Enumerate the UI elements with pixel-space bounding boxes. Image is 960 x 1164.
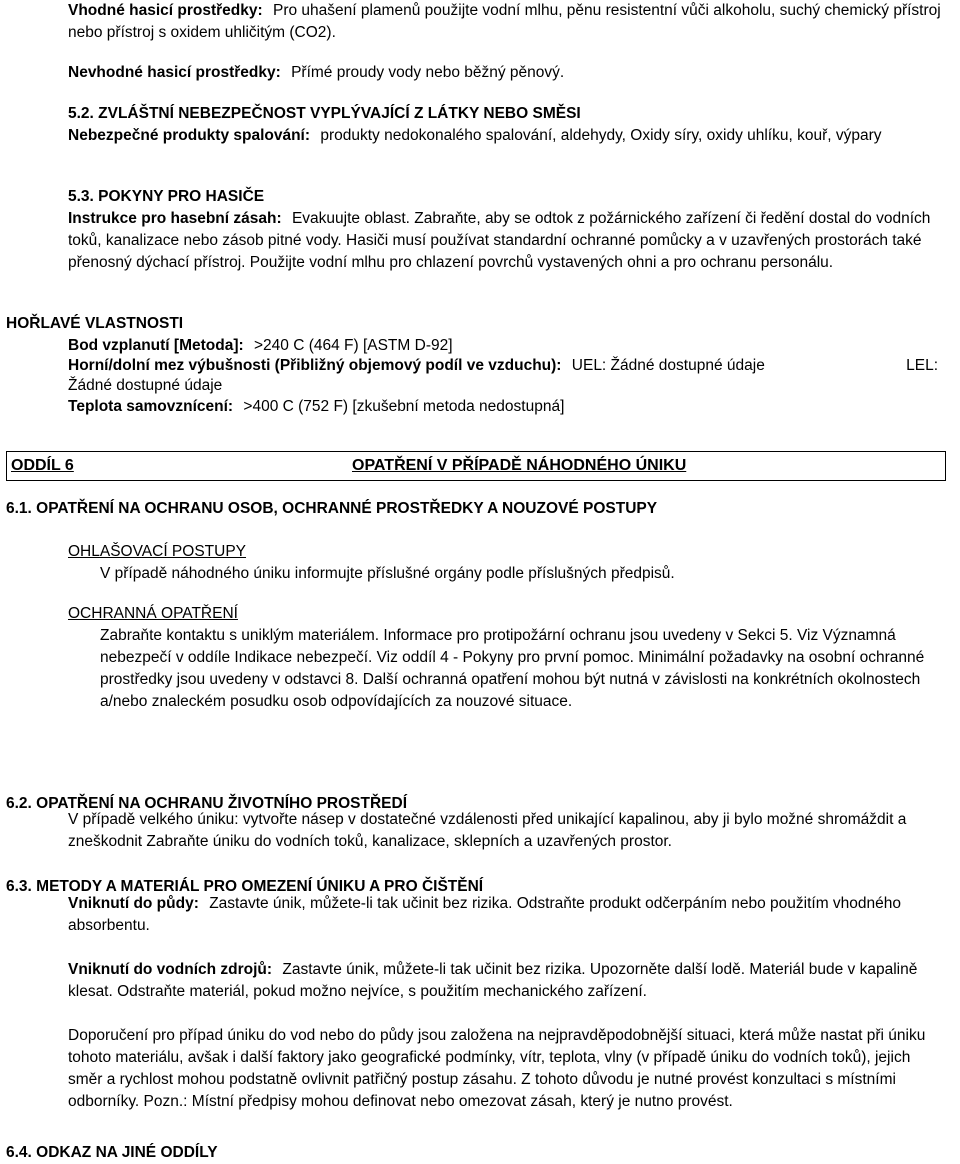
section-6-4-heading: 6.4. ODKAZ NA JINÉ ODDÍLY: [6, 1144, 218, 1161]
combustion-products-label: Nebezpečné produkty spalování:: [68, 127, 311, 144]
firefighting-instructions-text: Evakuujte oblast. Zabraňte, aby se odtok z požárnického zařízení či ředění dostal do vodních toků, kanalizace nebo zásob pitné vody. Hasiči musí používat standardní ochranné pomůcky a v uzavřených prostorách také přenosný dýchací přístroj. Použijte vodní mlhu pro chlazení povrchů vystavených ohni a pro ochranu personálu.: [68, 210, 931, 271]
notification-heading: OHLAŠOVACÍ POSTUPY: [68, 543, 247, 560]
section-5-3-heading: 5.3. POKYNY PRO HASIČE: [68, 188, 265, 205]
autoignition-label: Teplota samovznícení:: [68, 398, 234, 415]
section-6-2-heading: 6.2. OPATŘENÍ NA OCHRANU ŽIVOTNÍHO PROSTŘEDÍ: [6, 795, 408, 812]
explosive-limits-row: [68, 355, 948, 377]
explosive-limits-label: Horní/dolní mez výbušnosti (Přibližný objemový podíl ve vzduchu):: [68, 357, 562, 374]
water-label: Vniknutí do vodních zdrojů:: [68, 961, 273, 978]
recommendation-paragraph: Doporučení pro případ úniku do vod nebo do půdy jsou založena na nejpravděpodobnější situaci, která může nastat při úniku tohoto materiálu, avšak i další faktory jako geografické podmínky, vítr, teplota, vlny (v případě úniku do vodních toků), jejich směr a rychlost mohou podstatně ovlivnit patřičný postup zásahu. Z tohoto důvodu je nutné provést konzultaci s místními odborníky. Pozn.: Místní předpisy mohou definovat nebo omezovat zásah, který je nutno provést.: [68, 1027, 926, 1110]
unsuitable-media-label: Nevhodné hasicí prostředky:: [68, 64, 281, 81]
water-text: Zastavte únik, můžete-li tak učinit bez rizika. Upozorněte další lodě. Materiál bude v kapalině klesat. Odstraňte materiál, pokud možno nejvíce, s použitím mechanického zařízení.: [68, 961, 918, 1000]
section-6-title: OPATŘENÍ V PŘÍPADĚ NÁHODNÉHO ÚNIKU: [352, 457, 687, 474]
suitable-media-text: Pro uhašení plamenů použijte vodní mlhu, pěnu resistentní vůči alkoholu, suchý chemický přístroj nebo přístroj s oxidem uhličitým (CO2).: [68, 2, 941, 41]
soil-paragraph: [68, 893, 948, 937]
notification-text: V případě náhodného úniku informujte příslušné orgány podle příslušných předpisů.: [100, 565, 675, 582]
combustion-products-paragraph: [68, 125, 948, 147]
lel-value: Žádné dostupné údaje: [68, 377, 223, 394]
suitable-media-paragraph: [68, 0, 948, 44]
firefighting-instructions-paragraph: [68, 208, 948, 274]
flash-point-value: >240 C (464 F) [ASTM D-92]: [253, 337, 453, 354]
section-6-3-heading: 6.3. METODY A MATERIÁL PRO OMEZENÍ ÚNIKU A PRO ČIŠTĚNÍ: [6, 878, 484, 895]
uel-value: UEL: Žádné dostupné údaje: [571, 357, 765, 374]
autoignition-row: [68, 396, 948, 418]
protective-measures-heading: OCHRANNÁ OPATŘENÍ: [68, 605, 238, 622]
unsuitable-media-text: Přímé proudy vody nebo běžný pěnový.: [291, 64, 565, 81]
flammable-properties-heading: HOŘLAVÉ VLASTNOSTI: [6, 315, 184, 332]
flash-point-label: Bod vzplanutí [Metoda]:: [68, 337, 244, 354]
flash-point-row: [68, 335, 948, 357]
firefighting-instructions-label: Instrukce pro hasební zásah:: [68, 210, 282, 227]
soil-text: Zastavte únik, můžete-li tak učinit bez rizika. Odstraňte produkt odčerpáním nebo použitím vhodného absorbentu.: [68, 895, 902, 934]
soil-label: Vniknutí do půdy:: [68, 895, 199, 912]
autoignition-value: >400 C (752 F) [zkušební metoda nedostupná]: [243, 398, 565, 415]
environmental-text: V případě velkého úniku: vytvořte násep v dostatečné vzdálenosti před unikající kapalinou, aby ji bylo možné shromáždit a zneškodnit Zabraňte úniku do vodních toků, kanalizace, sklepních a uzavřených prostor.: [68, 811, 907, 850]
lel-prefix: LEL:: [906, 357, 938, 374]
section-6-header: [6, 451, 946, 481]
section-6-number: ODDÍL 6: [11, 457, 74, 474]
suitable-media-label: Vhodné hasicí prostředky:: [68, 2, 263, 19]
water-paragraph: [68, 959, 948, 1003]
combustion-products-text: produkty nedokonalého spalování, aldehydy, Oxidy síry, oxidy uhlíku, kouř, výpary: [320, 127, 882, 144]
section-6-1-heading: 6.1. OPATŘENÍ NA OCHRANU OSOB, OCHRANNÉ PROSTŘEDKY A NOUZOVÉ POSTUPY: [6, 500, 658, 517]
protective-measures-text: Zabraňte kontaktu s uniklým materiálem. Informace pro protipožární ochranu jsou uvedeny v Sekci 5. Viz Významná nebezpečí v oddíle Indikace nebezpečí. Viz oddíl 4 - Pokyny pro první pomoc. Minimální požadavky na osobní ochranné prostředky jsou uvedeny v odstavci 8. Další ochranná opatření mohou být nutná v závislosti na konkrétních okolnostech a/nebo znaleckém posudku osob odpovídajících za nouzové situace.: [100, 627, 925, 710]
section-5-2-heading: 5.2. ZVLÁŠTNÍ NEBEZPEČNOST VYPLÝVAJÍCÍ Z LÁTKY NEBO SMĚSI: [68, 105, 581, 122]
unsuitable-media-paragraph: [68, 62, 948, 84]
